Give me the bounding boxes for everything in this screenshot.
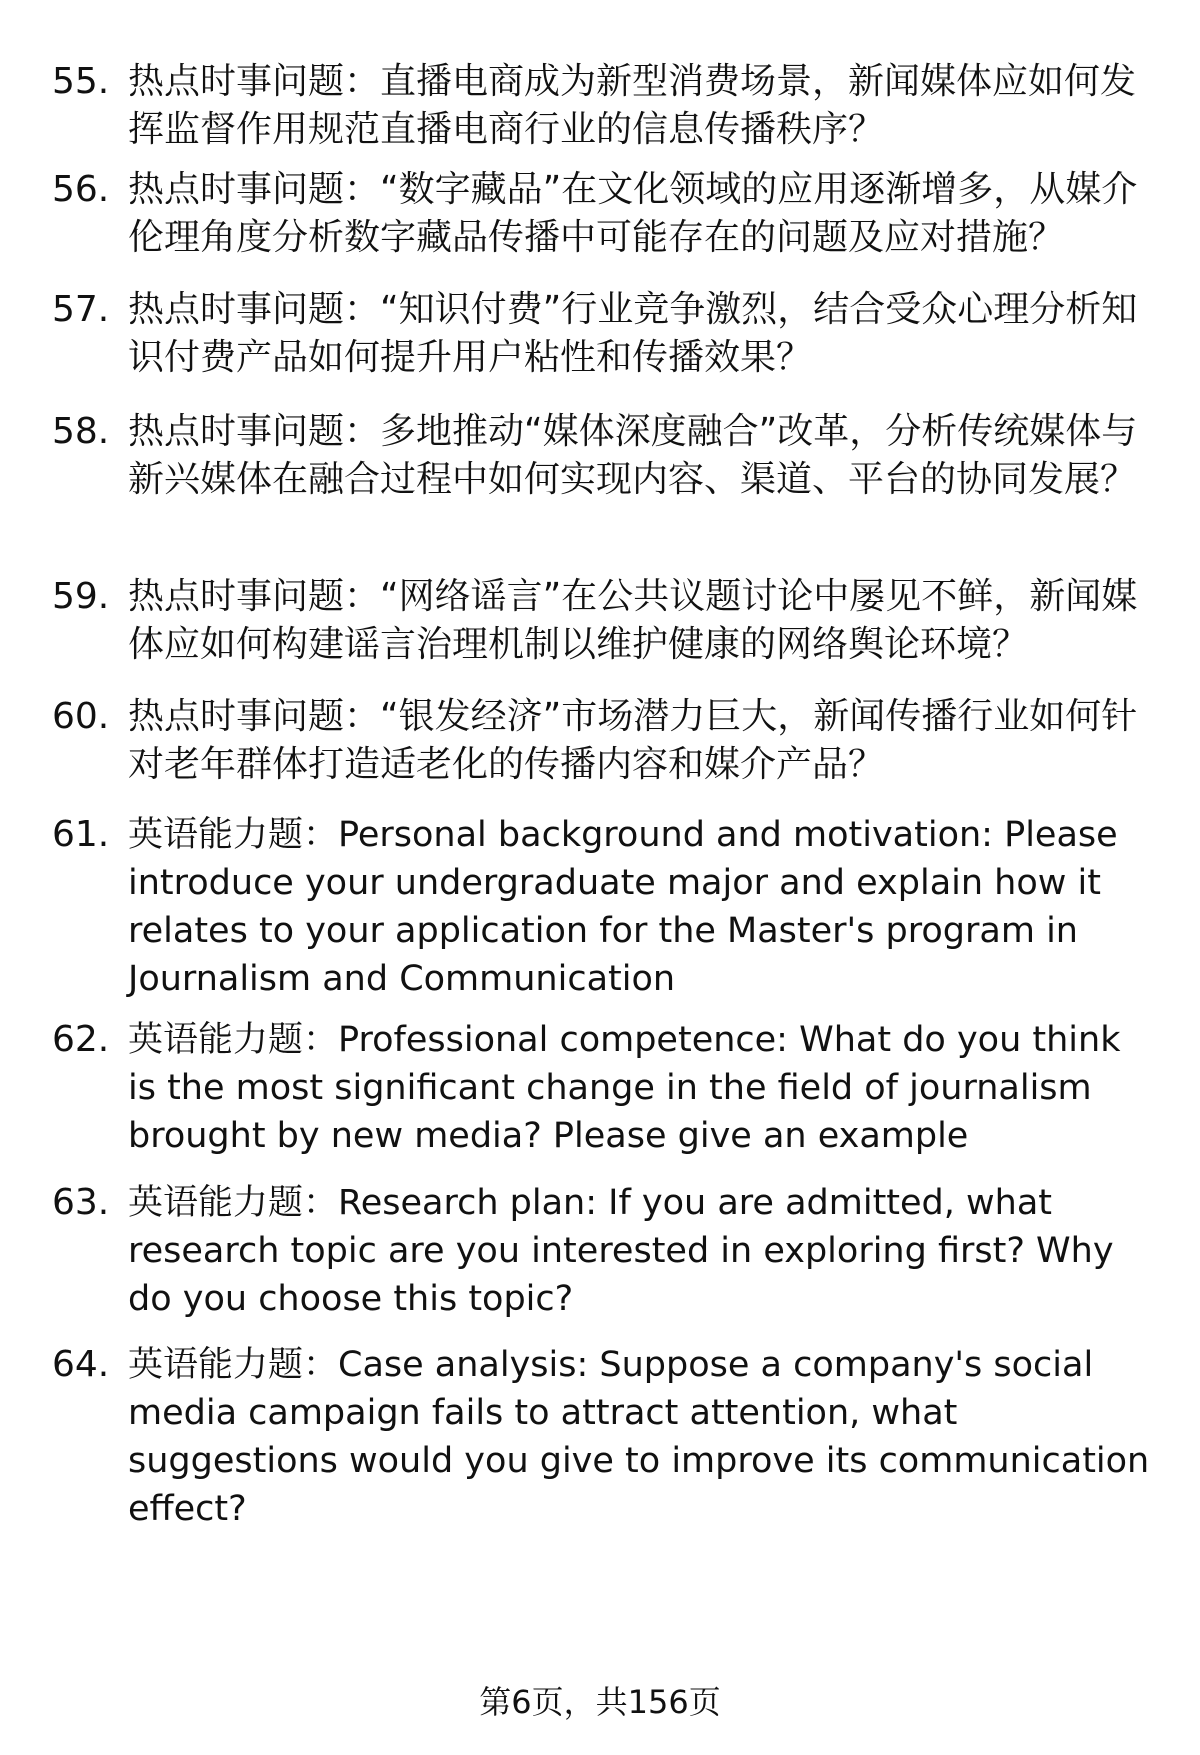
question-text: 热点时事问题：“数字藏品”在文化领域的应用逐渐增多，从媒介伦理角度分析数字藏品传播中可能存在的问题及应对措施？ — [128, 169, 1138, 258]
page-number: 第6页，共156页 — [479, 1683, 721, 1721]
question-number: 57. — [52, 289, 110, 330]
question-text: 英语能力题：Professional competence: What do you think is the most significant change in the field of journalism brought by new media? Please give an example — [128, 1020, 1121, 1156]
question-number: 58. — [52, 411, 110, 452]
question-text: 热点时事问题：“知识付费”行业竞争激烈，结合受众心理分析知识付费产品如何提升用户粘性和传播效果？ — [128, 289, 1138, 378]
question-item-57 — [52, 286, 1152, 408]
question-number: 60. — [52, 696, 110, 737]
question-text: 热点时事问题：直播电商成为新型消费场景，新闻媒体应如何发挥监督作用规范直播电商行业的信息传播秩序？ — [128, 61, 1137, 150]
question-item-62 — [52, 1016, 1152, 1179]
question-text: 英语能力题：Personal background and motivation: Please introduce your undergraduate major and explain how it relates to your application for the Master's program in Journalism and Communication — [128, 815, 1118, 999]
question-item-63 — [52, 1179, 1152, 1341]
question-number: 62. — [52, 1019, 110, 1060]
question-item-59 — [52, 573, 1152, 693]
question-item-58 — [52, 408, 1152, 573]
question-number: 55. — [52, 61, 110, 102]
question-number: 63. — [52, 1182, 110, 1223]
question-text: 热点时事问题：“网络谣言”在公共议题讨论中屡见不鲜，新闻媒体应如何构建谣言治理机制以维护健康的网络舆论环境？ — [128, 576, 1138, 665]
question-text: 英语能力题：Case analysis: Suppose a company's social media campaign fails to attract attention, what suggestions would you give to improve its communication effect? — [128, 1345, 1150, 1529]
question-item-60 — [52, 693, 1152, 811]
question-list — [52, 58, 1152, 1529]
question-text: 热点时事问题：多地推动“媒体深度融合”改革，分析传统媒体与新兴媒体在融合过程中如何实现内容、渠道、平台的协同发展？ — [128, 411, 1138, 500]
question-number: 61. — [52, 814, 110, 855]
question-item-61 — [52, 811, 1152, 1016]
question-item-64 — [52, 1341, 1152, 1529]
question-number: 59. — [52, 576, 110, 617]
question-item-55 — [52, 58, 1152, 166]
question-number: 64. — [52, 1344, 110, 1385]
question-number: 56. — [52, 169, 110, 210]
question-text: 英语能力题：Research plan: If you are admitted, what research topic are you interested in exploring first? Why do you choose this topic? — [128, 1183, 1114, 1319]
question-item-56 — [52, 166, 1152, 286]
question-text: 热点时事问题：“银发经济”市场潜力巨大，新闻传播行业如何针对老年群体打造适老化的传播内容和媒介产品？ — [128, 696, 1138, 785]
